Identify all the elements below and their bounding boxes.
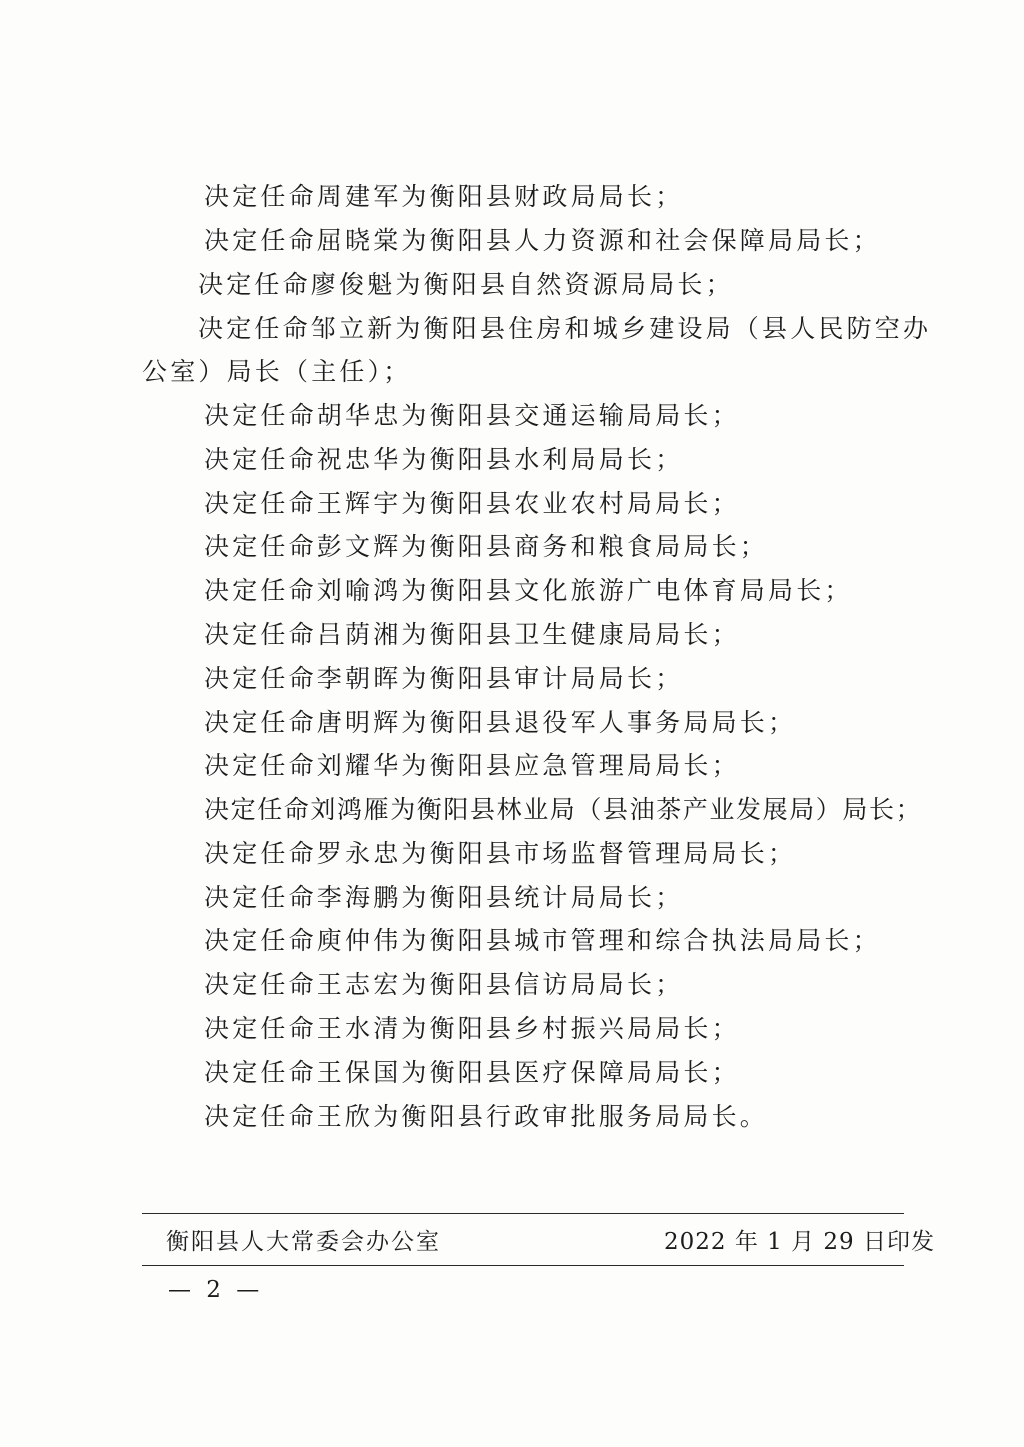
footer-top-rule [142,1213,904,1214]
page-number: — 2 — [168,1277,264,1303]
footer-bottom-rule [142,1265,904,1266]
appointment-paragraph: 决定任命王辉宇为衡阳县农业农村局局长； [204,489,740,518]
appointment-paragraph: 决定任命周建军为衡阳县财政局局长； [204,182,684,211]
appointment-paragraph: 决定任命刘喻鸿为衡阳县文化旅游广电体育局局长； [204,576,853,605]
appointment-paragraph: 决定任命邹立新为衡阳县住房和城乡建设局（县人民防空办 [198,314,932,343]
appointment-paragraph: 决定任命彭文辉为衡阳县商务和粮食局局长； [204,532,769,561]
appointment-paragraph: 决定任命唐明辉为衡阳县退役军人事务局局长； [204,708,797,737]
appointment-paragraph: 决定任命廖俊魁为衡阳县自然资源局局长； [198,270,734,299]
appointment-paragraph: 决定任命王保国为衡阳县医疗保障局局长； [204,1058,740,1087]
appointment-paragraph: 决定任命王欣为衡阳县行政审批服务局局长。 [204,1102,769,1131]
appointment-paragraph: 决定任命胡华忠为衡阳县交通运输局局长； [204,401,740,430]
appointment-paragraph: 决定任命王水清为衡阳县乡村振兴局局长； [204,1014,740,1043]
appointment-paragraph: 决定任命屈晓棠为衡阳县人力资源和社会保障局局长； [204,226,881,255]
appointment-paragraph: 决定任命罗永忠为衡阳县市场监督管理局局长； [204,839,797,868]
appointment-paragraph: 决定任命刘鸿雁为衡阳县林业局（县油茶产业发展局）局长； [204,795,923,824]
appointment-paragraph: 决定任命刘耀华为衡阳县应急管理局局长； [204,751,740,780]
appointment-paragraph: 决定任命李朝晖为衡阳县审计局局长； [204,664,684,693]
appointment-paragraph: 决定任命王志宏为衡阳县信访局局长； [204,970,684,999]
appointment-paragraph: 决定任命李海鹏为衡阳县统计局局长； [204,883,684,912]
appointment-paragraph: 决定任命庾仲伟为衡阳县城市管理和综合执法局局长； [204,926,881,955]
appointment-paragraph: 决定任命吕荫湘为衡阳县卫生健康局局长； [204,620,740,649]
footer-print-date: 2022 年 1 月 29 日印发 [664,1229,935,1255]
footer-issuer: 衡阳县人大常委会办公室 [166,1229,441,1255]
appointment-paragraph-continuation: 公室）局长（主任）； [142,357,412,386]
appointment-paragraph: 决定任命祝忠华为衡阳县水利局局长； [204,445,684,474]
